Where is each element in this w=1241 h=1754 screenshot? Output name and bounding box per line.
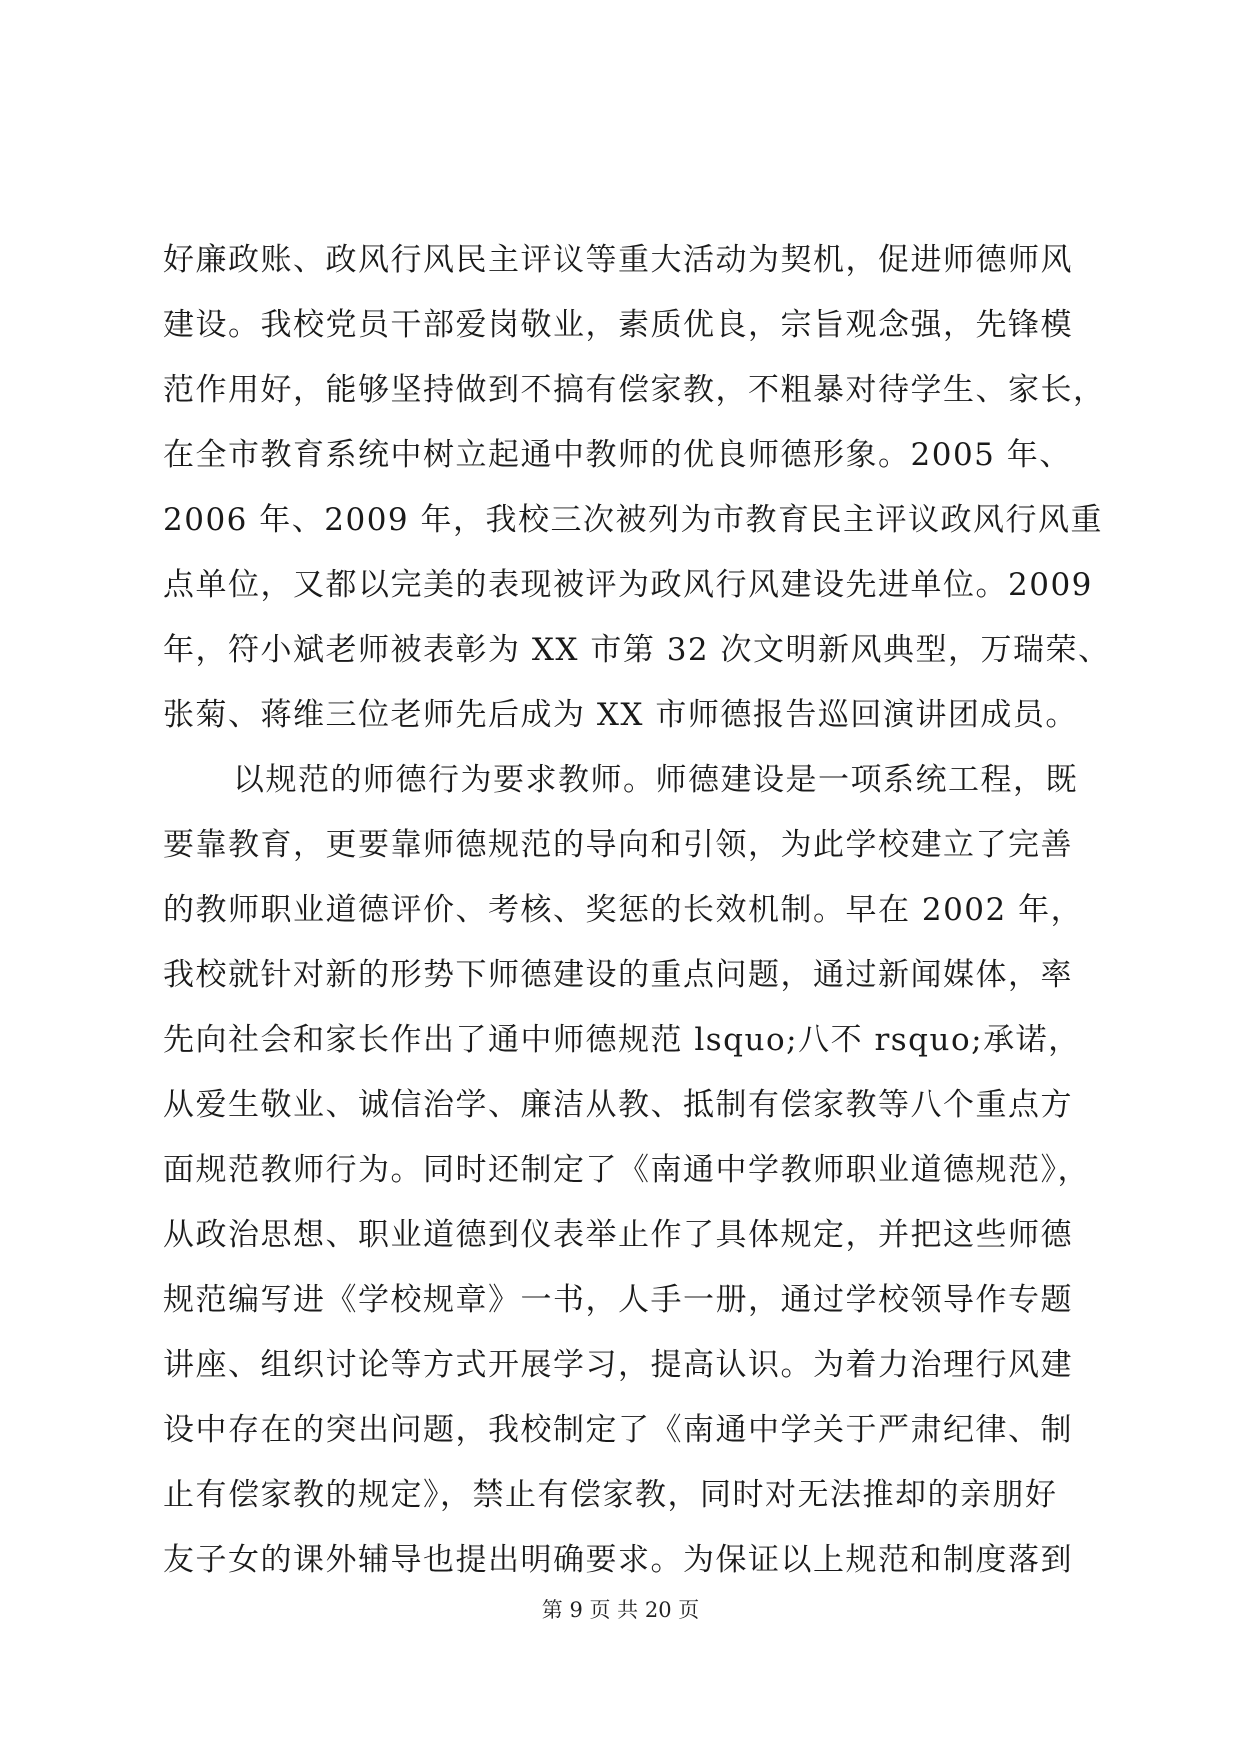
text-line: 点单位，又都以完美的表现被评为政风行风建设先进单位。2009 xyxy=(163,567,1093,603)
text-line: 在全市教育系统中树立起通中教师的优良师德形象。2005 年、 xyxy=(163,437,1072,473)
page-number: 第 9 页 共 20 页 xyxy=(541,1598,700,1622)
text-line: 从爱生敬业、诚信治学、廉洁从教、抵制有偿家教等八个重点方 xyxy=(163,1087,1073,1123)
text-line: 范作用好，能够坚持做到不搞有偿家教，不粗暴对待学生、家长， xyxy=(163,372,1106,408)
text-line: 建设。我校党员干部爱岗敬业，素质优良，宗旨观念强，先锋模 xyxy=(163,307,1073,343)
text-line: 2006 年、2009 年，我校三次被列为市教育民主评议政风行风重 xyxy=(163,502,1103,538)
text-line: 的教师职业道德评价、考核、奖惩的长效机制。早在 2002 年， xyxy=(163,892,1084,928)
text-line: 友子女的课外辅导也提出明确要求。为保证以上规范和制度落到 xyxy=(163,1542,1073,1578)
document-body xyxy=(163,228,1111,1593)
text-line: 面规范教师行为。同时还制定了《南通中学教师职业道德规范》， xyxy=(163,1152,1090,1188)
text-line: 年，符小斌老师被表彰为 XX 市第 32 次文明新风典型，万瑞荣、 xyxy=(163,632,1111,668)
paragraph-1 xyxy=(163,228,1111,748)
text-line: 讲座、组织讨论等方式开展学习，提高认识。为着力治理行风建 xyxy=(163,1347,1073,1383)
text-line: 设中存在的突出问题，我校制定了《南通中学关于严肃纪律、制 xyxy=(163,1412,1073,1448)
text-line: 我校就针对新的形势下师德建设的重点问题，通过新闻媒体，率 xyxy=(163,957,1073,993)
text-line: 要靠教育，更要靠师德规范的导向和引领，为此学校建立了完善 xyxy=(163,827,1073,863)
text-line: 好廉政账、政风行风民主评议等重大活动为契机，促进师德师风 xyxy=(163,242,1073,278)
page-footer xyxy=(0,1595,1241,1625)
text-line: 先向社会和家长作出了通中师德规范 lsquo;八不 rsquo;承诺， xyxy=(163,1022,1081,1058)
text-line: 张菊、蒋维三位老师先后成为 XX 市师德报告巡回演讲团成员。 xyxy=(163,697,1078,733)
text-line: 止有偿家教的规定》，禁止有偿家教，同时对无法推却的亲朋好 xyxy=(163,1477,1058,1513)
text-line: 以规范的师德行为要求教师。师德建设是一项系统工程，既 xyxy=(233,762,1078,798)
text-line: 从政治思想、职业道德到仪表举止作了具体规定，并把这些师德 xyxy=(163,1217,1073,1253)
paragraph-2 xyxy=(163,748,1093,1593)
text-line: 规范编写进《学校规章》一书，人手一册，通过学校领导作专题 xyxy=(163,1282,1073,1318)
